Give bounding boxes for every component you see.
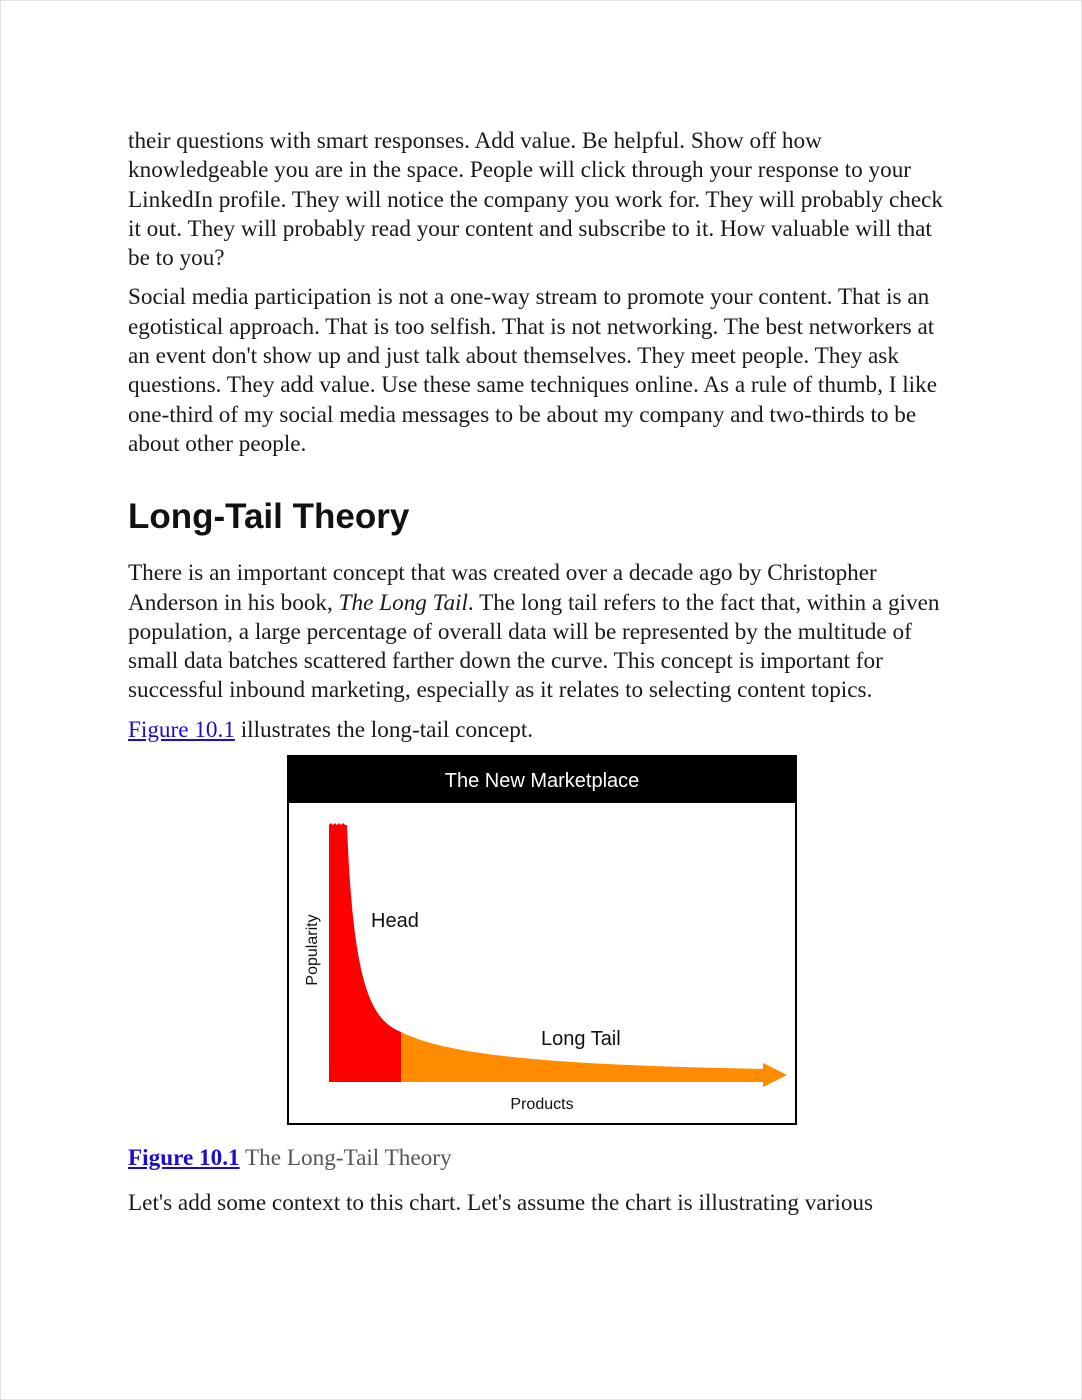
figure-link[interactable]: Figure 10.1 xyxy=(128,716,235,743)
long-tail-chart xyxy=(287,755,797,1125)
figure-long-tail xyxy=(287,755,797,1130)
paragraph-figure-reference xyxy=(128,716,958,745)
figure-caption xyxy=(128,1144,958,1173)
caption-figure-label[interactable]: Figure 10.1 xyxy=(128,1145,240,1172)
intro-text-start: There is an important concept that was created over a decade ago by Christopher Anderson in his book, xyxy=(128,560,877,616)
figure-reference-text: illustrates the long-tail concept. xyxy=(234,716,534,743)
page-content xyxy=(128,127,958,1228)
y-axis-label: Popularity xyxy=(304,914,321,986)
caption-text: The Long-Tail Theory xyxy=(239,1145,452,1172)
paragraph-linkedin-responses: their questions with smart responses. Add value. Be helpful. Show off how knowledgeable you are in the space. People will click through your response to your LinkedIn profile. They will notice the company you work for. They will probably check it out. They will probably read your content and subscribe to it. How valuable will that be to you? xyxy=(128,128,944,272)
section-heading: Long-Tail Theory xyxy=(128,497,410,537)
book-title: The Long Tail xyxy=(338,589,468,616)
paragraph-chart-context: Let's add some context to this chart. Let's assume the chart is illustrating various xyxy=(128,1190,874,1217)
head-label: Head xyxy=(371,910,419,933)
intro-text-end: . The long tail refers to the fact that, within a given population, a large percentage of overall data will be represented by the multitude of small data batches scattered farther down the curve. This concept is important for successful inbound marketing, especially as it relates to selecting content topics. xyxy=(128,589,940,704)
paragraph-social-participation: Social media participation is not a one-way stream to promote your content. That is an egotistical approach. That is too selfish. That is not networking. The best networkers at an event don't show up and just talk about themselves. They meet people. They ask questions. They add value. Use these same techniques online. As a rule of thumb, I like one-third of my social media messages to be about my company and two-thirds to be about other people. xyxy=(128,284,938,457)
tail-label: Long Tail xyxy=(541,1028,621,1051)
chart-title: The New Marketplace xyxy=(444,770,640,793)
x-axis-label: Products xyxy=(510,1096,574,1114)
paragraph-long-tail-intro xyxy=(128,559,958,705)
